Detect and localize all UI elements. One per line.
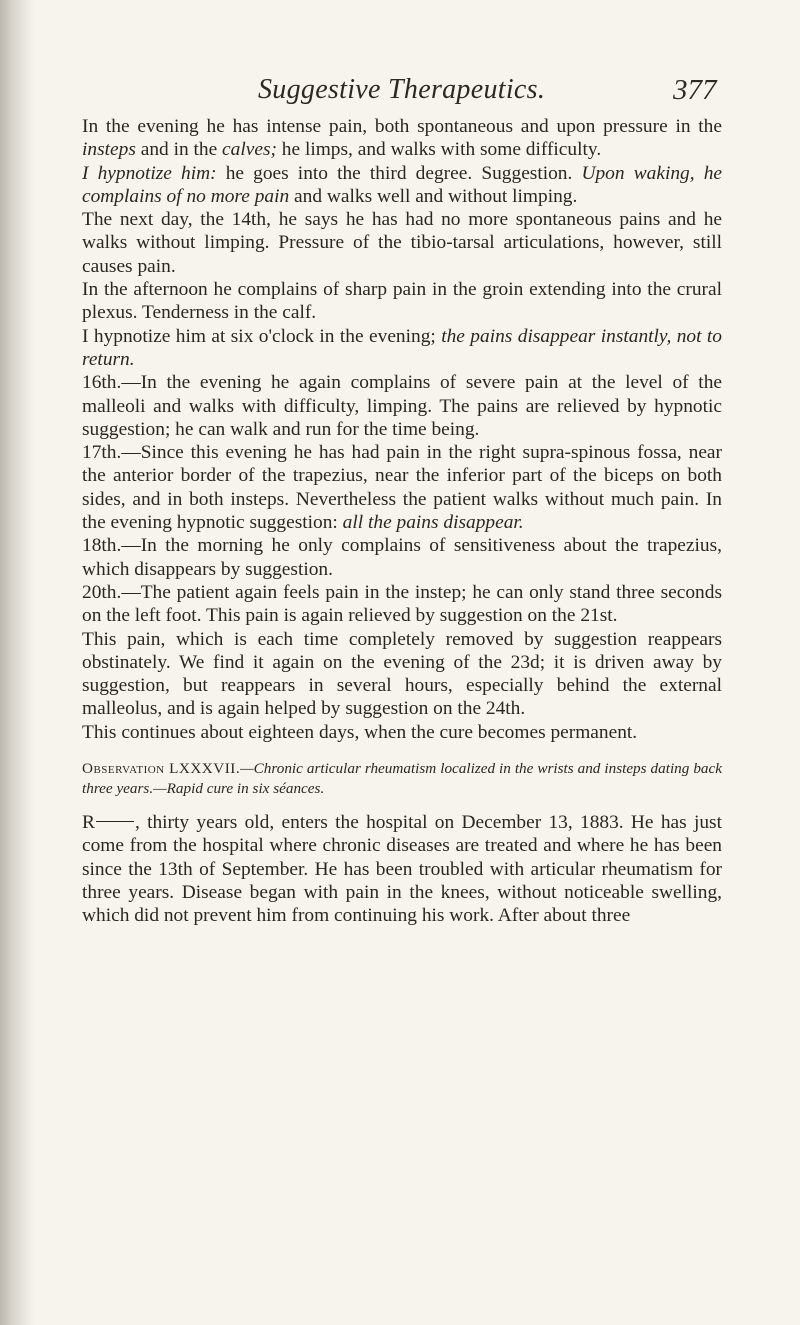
text-run: 20th.—The patient again feels pain in the instep; he can only stand three seconds on the left foot. This pain is again relieved by suggestion on the 21st.	[82, 581, 722, 627]
text-run: 17th.—Since this evening he has had pain in the right supra-spinous fossa, near the anterior border of the trapezius, near the inferior part of the biceps on both sides, and in both insteps. Nevertheless the patient walks without much pain. In the evening hypnotic suggestion:	[82, 442, 722, 534]
paragraph	[82, 162, 722, 209]
italic-text: Upon waking, he complains of no more pain	[82, 162, 722, 207]
text-run: The next day, the 14th, he says he has had no more spontaneous pains and he walks without limping. Pressure of the tibio-tarsal articulations, however, still causes pain.	[82, 209, 722, 277]
paragraph	[82, 325, 722, 372]
paragraph	[82, 441, 722, 534]
page-header	[0, 74, 800, 114]
text-run: I hypnotize him at six o'clock in the evening;	[82, 325, 442, 347]
text-run: and walks well and without limping.	[289, 185, 578, 207]
paragraph	[82, 628, 722, 721]
text-run: In the evening he has intense pain, both spontaneous and upon pressure in the	[82, 116, 722, 137]
text-run: This pain, which is each time completely removed by suggestion reappears obstinately. We find it again on the evening of the 23d; it is driven away by suggestion, but reappears in several hours, especially behind the external malleolus, and is again helped by suggestion on the 24th.	[82, 628, 722, 720]
text-run: This continues about eighteen days, when the cure becomes permanent.	[82, 721, 638, 743]
name-dash-rule	[96, 821, 134, 822]
paragraph	[82, 278, 722, 325]
paragraph	[82, 534, 722, 581]
paragraph	[82, 115, 722, 162]
text-run: 18th.—In the morning he only complains of sensitiveness about the trapezius, which disappears by suggestion.	[82, 535, 722, 580]
text-run: he goes into the third degree. Suggestion.	[216, 162, 582, 184]
observation-heading	[82, 759, 722, 799]
case-text: , thirty years old, enters the hospital on December 13, 1883. He has just come from the hospital where chronic diseases are treated and where he has been since the 13th of September. He has been troubled with articular rheumatism for three years. Disease began with pain in the knees, without noticeable swelling, which did not prevent him from continuing his work. After about three	[82, 812, 722, 927]
paragraph	[82, 208, 722, 278]
running-title: Suggestive Therapeutics.	[258, 74, 546, 105]
page-edge-shadow	[0, 0, 34, 1325]
case-paragraph	[82, 811, 722, 927]
italic-text: insteps	[82, 139, 136, 161]
paragraph-list	[82, 115, 722, 744]
paragraph	[82, 371, 722, 441]
italic-text: I hypnotize him:	[82, 162, 217, 184]
paragraph	[82, 581, 722, 628]
text-run: 16th.—In the evening he again complains of severe pain at the level of the malleoli and walks with difficulty, limping. The pains are relieved by hypnotic suggestion; he can walk and run for the time being.	[82, 372, 722, 440]
italic-text: the pains disappear instantly, not to return.	[82, 325, 722, 370]
observation-label: Observation LXXXVII.	[82, 760, 241, 778]
observation-title: —Chronic articular rheumatism localized in the wrists and insteps dating back three years.—Rapid cure in six séances.	[82, 760, 722, 798]
text-run: he limps, and walks with some difficulty.	[276, 139, 602, 161]
italic-text: all the pains disappear.	[342, 512, 524, 534]
italic-text: calves;	[222, 139, 277, 161]
patient-initial: R	[82, 812, 95, 834]
text-run: In the afternoon he complains of sharp pain in the groin extending into the crural plexus. Tenderness in the calf.	[82, 279, 722, 324]
page-number: 377	[673, 74, 717, 106]
body-text	[82, 115, 722, 928]
paragraph	[82, 721, 722, 744]
text-run: and in the	[135, 139, 223, 161]
